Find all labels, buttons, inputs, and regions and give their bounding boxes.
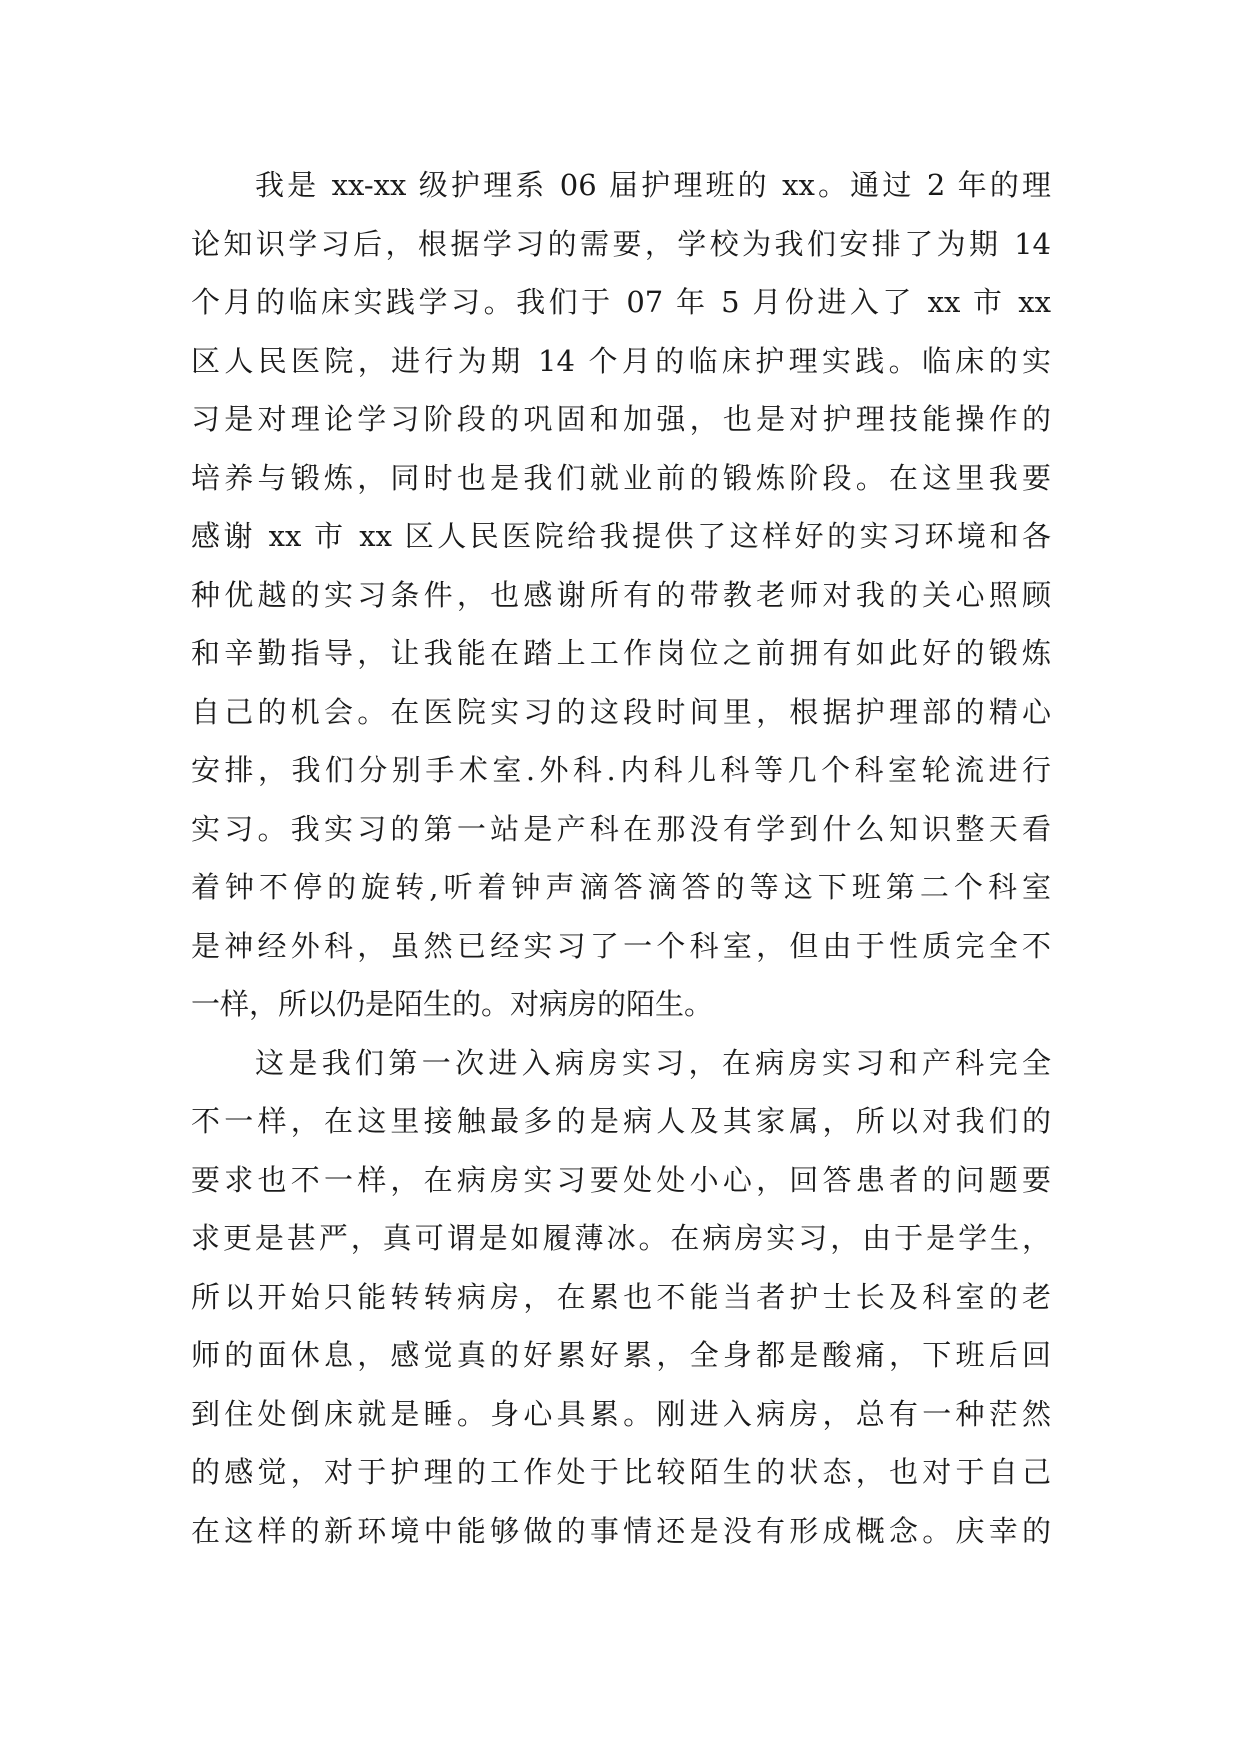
text-line: 习是对理论学习阶段的巩固和加强，也是对护理技能操作的 [191,402,1051,436]
text-line: 不一样，在这里接触最多的是病人及其家属，所以对我们的 [191,1104,1051,1138]
text-line: 在这样的新环境中能够做的事情还是没有形成概念。庆幸的 [191,1513,1051,1548]
text-line: 到住处倒床就是睡。身心具累。刚进入病房，总有一种茫然 [191,1396,1051,1431]
text-line: 要求也不一样，在病房实习要处处小心，回答患者的问题要 [191,1162,1051,1197]
text-line: 培养与锻炼，同时也是我们就业前的锻炼阶段。在这里我要 [191,460,1051,495]
text-line: 的感觉，对于护理的工作处于比较陌生的状态，也对于自己 [191,1455,1051,1489]
text-line: 实习。我实习的第一站是产科在那没有学到什么知识整天看 [191,811,1051,846]
text-line: 个月的临床实践学习。我们于 07 年 5 月份进入了 xx 市 xx [191,285,1051,319]
text-line: 种优越的实习条件，也感谢所有的带教老师对我的关心照顾 [191,577,1051,612]
text-line: 论知识学习后，根据学习的需要，学校为我们安排了为期 14 [191,226,1051,261]
text-line: 师的面休息，感觉真的好累好累，全身都是酸痛，下班后回 [191,1338,1051,1372]
text-line: 区人民医院，进行为期 14 个月的临床护理实践。临床的实 [191,343,1051,378]
text-line: 一样，所以仍是陌生的。对病房的陌生。 [191,987,714,1021]
paragraph-2 [191,1034,1051,1561]
text-line: 感谢 xx 市 xx 区人民医院给我提供了这样好的实习环境和各 [191,519,1051,553]
text-line: 和辛勤指导，让我能在踏上工作岗位之前拥有如此好的锻炼 [191,636,1051,670]
text-line: 所以开始只能转转病房，在累也不能当者护士长及科室的老 [191,1279,1051,1314]
paragraph-1 [191,156,1051,1034]
text-line: 求更是甚严，真可谓是如履薄冰。在病房实习，由于是学生， [191,1221,1051,1255]
text-line: 着钟不停的旋转,听着钟声滴答滴答的等这下班第二个科室 [191,870,1051,904]
text-line: 安排，我们分别手术室.外科.内科儿科等几个科室轮流进行 [191,753,1051,787]
text-line: 这是我们第一次进入病房实习，在病房实习和产科完全 [255,1045,1051,1080]
text-line: 自己的机会。在医院实习的这段时间里，根据护理部的精心 [191,694,1051,729]
text-line: 是神经外科，虽然已经实习了一个科室，但由于性质完全不 [191,928,1051,963]
text-line: 我是 xx-xx 级护理系 06 届护理班的 xx。通过 2 年的理 [255,168,1051,202]
document-body [191,156,1051,1560]
